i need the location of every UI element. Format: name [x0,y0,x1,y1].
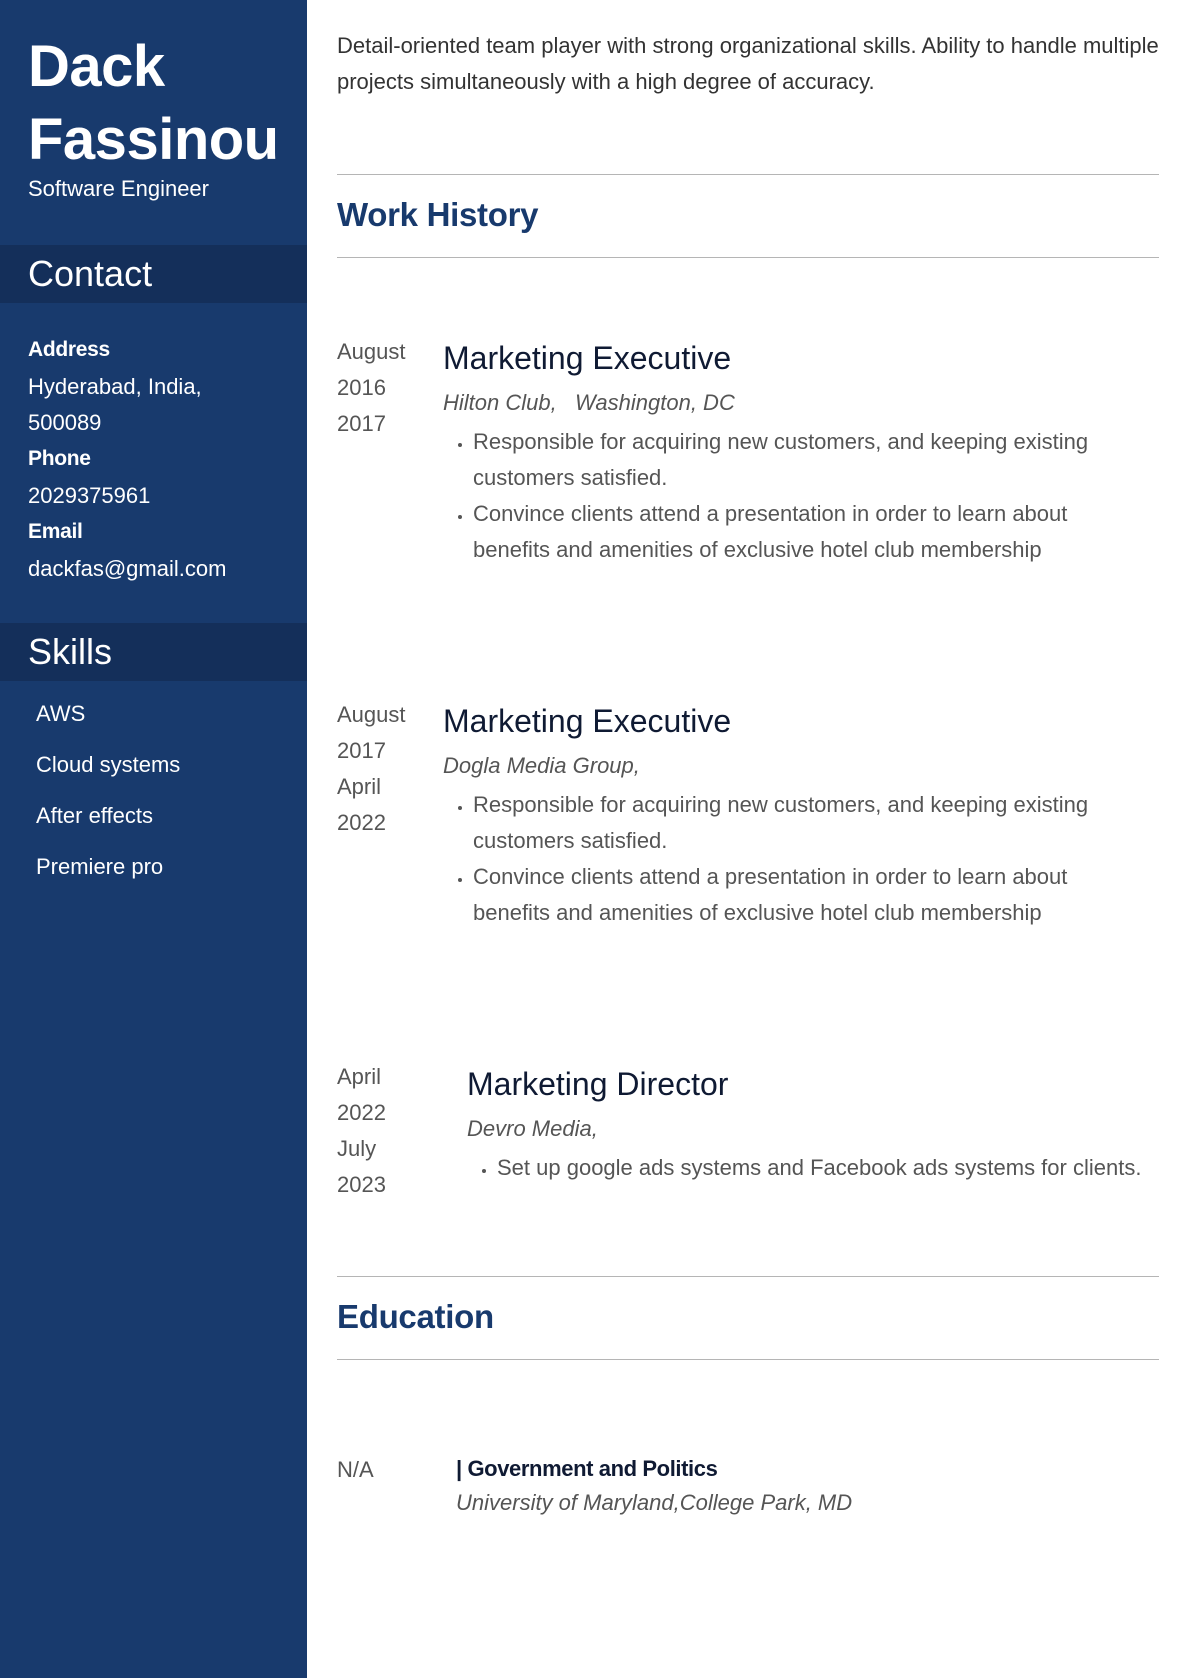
job-bullet: • Convince clients attend a presentation in order to learn about benefits and amenities of exclusive hotel club membership [473,859,1143,931]
divider [337,1276,1159,1277]
job-bullet: • Responsible for acquiring new customers, and keeping existing customers satisfied. [473,424,1143,496]
education-date: N/A [337,1457,374,1482]
job-bullet: • Convince clients attend a presentation in order to learn about benefits and amenities of exclusive hotel club membership [473,496,1143,568]
job-title: Marketing Director [467,1066,729,1102]
education-school: University of Maryland,College Park, MD [456,1490,853,1515]
skills-heading: Skills [0,623,307,681]
candidate-name [28,30,279,176]
skill-item: After effects [36,803,153,828]
job-title: Marketing Executive [443,340,732,376]
education-entry [456,1456,1156,1516]
phone-label: Phone [28,447,91,470]
job-title: Marketing Executive [443,703,732,739]
email-value[interactable]: dackfas@gmail.com [28,556,227,581]
skill-item: AWS [36,701,86,726]
summary: Detail-oriented team player with strong organizational skills. Ability to handle multiple projects simultaneously with a high degree of accuracy. [337,33,1159,94]
job-bullet: • Responsible for acquiring new customers, and keeping existing customers satisfied. [473,787,1143,859]
email-label: Email [28,520,83,543]
sidebar [0,0,307,1678]
job-title: Software Engineer [28,176,209,201]
divider [337,174,1159,175]
education-heading: Education [337,1298,494,1335]
job-entry [467,1064,1167,1186]
divider [337,257,1159,258]
divider [337,1359,1159,1360]
contact-heading: Contact [0,245,307,303]
skill-item: Cloud systems [36,752,181,777]
address-line-1: Hyderabad, India, [28,374,202,399]
first-name: Dack [28,34,165,99]
job-company: Hilton Club, Washington, DC [443,390,735,415]
last-name: Fassinou [28,107,279,172]
skill-item: Premiere pro [36,854,164,879]
work-history-heading: Work History [337,196,539,233]
job-company: Dogla Media Group, [443,753,640,778]
phone-value: 2029375961 [28,483,151,508]
job-bullet: • Set up google ads systems and Facebook ads systems for clients. [497,1150,1167,1186]
job-dates: April 2022 July 2023 [337,1064,386,1197]
address-line-2: 500089 [28,410,102,435]
job-company: Devro Media, [467,1116,598,1141]
job-entry [443,701,1143,931]
job-dates: August 2017 April 2022 [337,702,406,835]
address-label: Address [28,338,110,361]
education-degree: | Government and Politics [456,1456,718,1481]
job-dates: August 2016 2017 [337,339,406,436]
job-entry [443,338,1143,568]
